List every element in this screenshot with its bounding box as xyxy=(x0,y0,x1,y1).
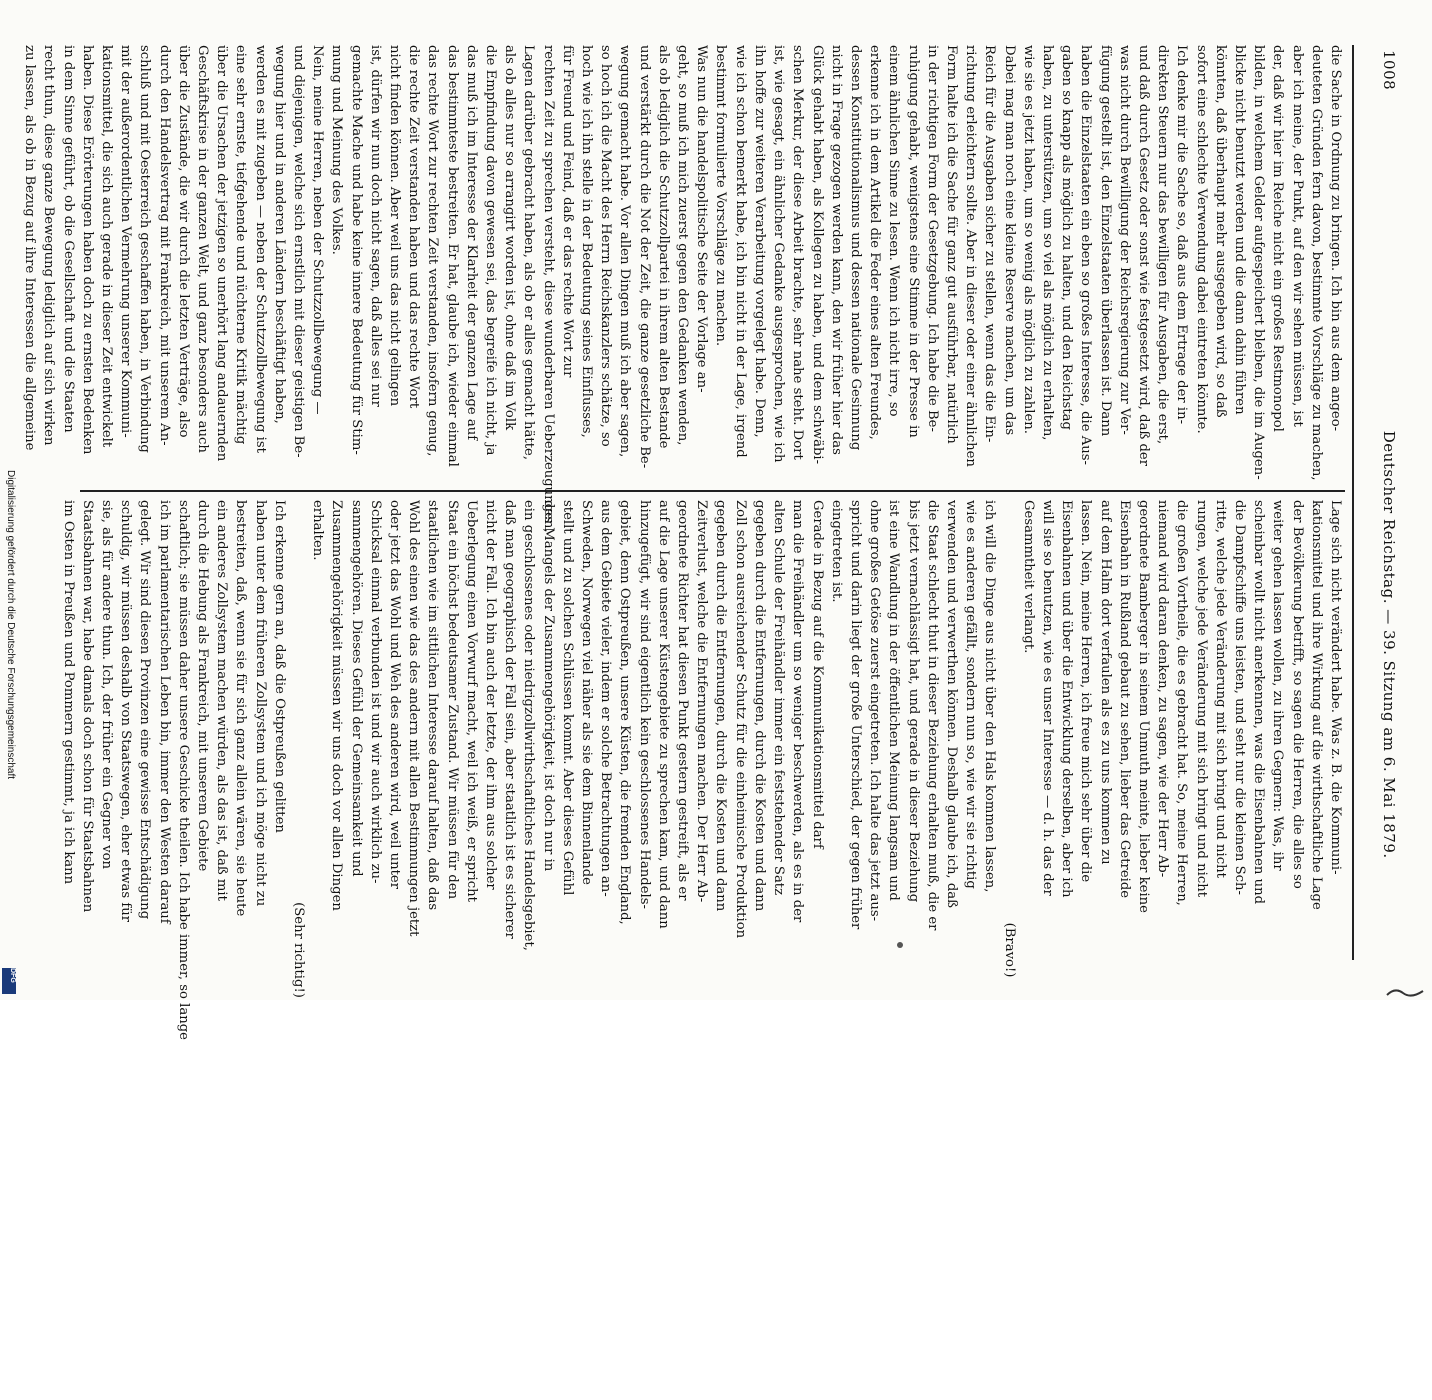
text-line: dessen Konstitutionalismus und dessen nationale Gesinnung xyxy=(847,45,863,451)
text-line: spricht und darin liegt der große Unterschied, der gegen früher xyxy=(847,500,863,930)
text-line: staatlichen wie im sittlichen Interesse darauf halten, daß das xyxy=(425,500,441,911)
text-line: gelegt. Wir sind diesen Provinzen eine gewisse Entschädigung xyxy=(137,500,153,920)
text-line: Eisenbahnen und über die Entwicklung derselben, aber ich xyxy=(1059,500,1075,898)
text-line: der Bevölkerung betrifft, so sagen die Herren, die alles so xyxy=(1289,500,1305,889)
text-line: Glück gehabt haben, als Kollegen zu haben, und dem schwäbi- xyxy=(809,45,825,465)
text-line: daß man geographisch der Fall sein, aber staatlich ist es sicherer xyxy=(502,500,518,939)
text-line: hoch wie ich ihn stelle in der Bedeutung seines Einflusses, xyxy=(579,45,595,438)
text-line: bis jetzt vernachlässigt hat, und gerade in dieser Beziehung xyxy=(905,500,921,903)
text-line: gebiet, denn Ostpreußen, unsere Küsten, die fremden England, xyxy=(617,500,633,925)
text-line: niemand wird daran denken, zu sagen, wie der Herr Ab- xyxy=(1155,500,1171,878)
text-line: werden es mit zugeben — neben der Schutzzollbewegung ist xyxy=(252,45,268,453)
text-line: ruhigung gehabt, wenigstens eine Stimme in der Presse in xyxy=(905,45,921,438)
text-line: nicht finden können. Aber weil uns das nicht gelingen xyxy=(387,45,403,407)
text-line: haben unter dem früheren Zollsystem und ich möge nicht zu xyxy=(252,500,268,907)
text-line: die großen Vortheile, die es gebracht hat. So, meine Herren, xyxy=(1174,500,1190,906)
text-line: schaftlich; sie müssen daher unsere Geschicke theilen. Ich habe immer, so lange xyxy=(175,500,191,1040)
text-line: und daß durch Gesetz oder sonst wie festgesetzt wird, daß der xyxy=(1135,45,1151,467)
text-line: die Empfindung davon gewesen sei, das begreife ich nicht, ja xyxy=(483,45,499,456)
text-line: des Mangels der Zusammengehörigkeit, ist doch nur in xyxy=(540,500,556,872)
text-line: wegung gemacht habe. Vor allen Dingen muß ich aber sagen, xyxy=(617,45,633,458)
text-line: auf dem Halm dort verfaulen als es zu uns kommen zu xyxy=(1097,500,1113,865)
text-line: Staatsbahnen war, habe damals doch schon für Staatsbahnen xyxy=(79,500,95,913)
text-line: fügung gestellt ist, den Einzelstaaten überlassen ist. Dann xyxy=(1097,45,1113,437)
text-line: stellt und zu solchen Schlüssen kommt. Aber dieses Gefühl xyxy=(559,500,575,896)
text-line: geordnete Bamberger in seinem Unmuth meinte, lieber keine xyxy=(1135,500,1151,913)
text-line: über die Ursachen der jetzigen so unerhört lang andauernden xyxy=(214,45,230,462)
text-line: sammengehören. Dieses Gefühl der Gemeinsamkeit und xyxy=(348,500,364,877)
text-line: ist eine Wandlung in der öffentlichen Meinung langsam und xyxy=(886,500,902,901)
page-number: 1008 xyxy=(1380,50,1398,91)
text-line: schluß und mit Oesterreich geschaffen haben, in Verbindung xyxy=(137,45,153,453)
text-line: im Osten in Preußen und Pommern gestimmt, ja ich kann xyxy=(60,500,76,885)
digitization-credit xyxy=(2,470,18,990)
text-line: das rechte Wort zur rechten Zeit verstanden, insofern genug, xyxy=(425,45,441,457)
text-line: ich will die Dinge aus nicht über den Hals kommen lassen, xyxy=(982,500,998,893)
text-line: Eisenbahn in Rußland gebaut zu sehen, lieber das Getreide xyxy=(1116,500,1132,899)
text-line: sofort eine schlechte Verwendung dabei eintreten könnte. xyxy=(1193,45,1209,434)
text-line: scheinbar wollt nicht anerkennen, was die Eisenbahnen und xyxy=(1251,500,1267,905)
text-line: Schicksal einmal verbunden ist und wir auch wirklich zu- xyxy=(367,500,383,884)
text-line: richtung erleichtern sollte. Aber in dieser oder einer ähnlichen xyxy=(963,45,979,467)
text-line: bestreiten, daß, wenn sie für sich ganz allein wären, sie heute xyxy=(233,500,249,917)
text-line: als ob alles nur so arrangirt worden ist, ohne daß im Volk xyxy=(502,45,518,431)
text-line: gemachte Mache und habe keine innere Bedeutung für Stim- xyxy=(348,45,364,455)
text-line: Zoll schon ausreichender Schutz für die einheimische Produktion xyxy=(732,500,748,939)
text-line: lassen. Nein, meine Herren, ich freue mich sehr über die xyxy=(1078,500,1094,883)
text-line: das bestimmteste bestreiten. Er hat, glaube ich, wieder einmal xyxy=(444,45,460,467)
text-line: verwenden und verwerthen können. Deshalb glaube ich, daß xyxy=(943,500,959,908)
text-line: wegung hier und in anderen Ländern beschäftigt haben, xyxy=(271,45,287,424)
left-text-column xyxy=(22,45,1345,533)
text-line: Nein, meine Herren, neben der Schutzzollbewegung — xyxy=(310,45,326,415)
text-line: zu lassen, als ob in Bezug auf ihre Interessen die allgemeine xyxy=(22,45,38,451)
text-line: recht thun, diese ganze Bewegung lediglich auf sich wirken xyxy=(41,45,57,446)
text-line: rechten Zeit zu sprechen versteht, diese wunderbaren Ueberzeugungen, xyxy=(540,45,556,533)
text-line: kationsmittel und ihre Wirkung auf die wirthschaftliche Lage xyxy=(1308,500,1324,910)
text-line: Ich denke mir die Sache so, daß aus dem Ertrage der in- xyxy=(1174,45,1190,425)
text-line: so hoch ich die Macht des Herrn Reichskanzlers schätze, so xyxy=(598,45,614,447)
text-line: deuteten Gründen fern davon, bestimmte Vorschläge zu machen, xyxy=(1308,45,1324,481)
text-line: Ich erkenne gern an, daß die Ostpreußen gelitten xyxy=(271,500,287,833)
text-line: haben, zu unterstützen, um so viel als möglich zu erhalten, xyxy=(1039,45,1055,441)
text-line: auf die Lage unserer Küstengebiete zu sprechen kam, und dann xyxy=(655,500,671,929)
text-line: ist, wie gesagt, ein ähnlicher Gedanke ausgesprochen, wie ich xyxy=(771,45,787,463)
text-line: und diejenigen, welche sich ernstlich mit dieser geistigen Be- xyxy=(291,45,307,458)
text-line: schuldig, wir müssen deshalb von Staatswegen, eher etwas für xyxy=(118,500,134,922)
text-line: ritte, welche jede Veränderung mit sich bringt und nicht xyxy=(1212,500,1228,878)
text-line: die rechte Zeit verstanden haben und das rechte Wort xyxy=(406,45,422,409)
text-line: weiter gehen lassen wollen, zu ihren Gegnern: Was, ihr xyxy=(1270,500,1286,871)
text-line: das muß ich im Interesse der Klarheit der ganzen Lage auf xyxy=(463,45,479,441)
scan-dot xyxy=(895,940,905,950)
text-line: Gerade in Bezug auf die Kommunikationsmittel darf xyxy=(809,500,825,849)
text-line: oder jetzt das Wohl und Weh des anderen wird, weil unter xyxy=(387,500,403,890)
text-line: Schweden, Norwegen viel näher als sie dem Binnenlande xyxy=(579,500,595,885)
text-line: durch die Hebung als Frankreich, mit unserem Gebiete xyxy=(195,500,211,872)
text-line: Gesammtheit verlangt. xyxy=(1020,500,1036,654)
text-line: (Bravo!) xyxy=(1001,922,1017,978)
text-line: die Sache in Ordnung zu bringen. Ich bin aus dem angeo- xyxy=(1328,45,1343,432)
text-line: ein geschlossenes oder niedrigzollwirthschaftliches Handelsgebiet, xyxy=(521,500,537,951)
text-line: wie ich schon bemerkt habe, ich bin nicht in der Lage, irgend xyxy=(732,45,748,458)
text-line: Reich für die Ausgaben sicher zu stellen, wenn das die Ein- xyxy=(982,45,998,443)
text-line: aber ich meine, der Punkt, auf den wir sehen müssen, ist xyxy=(1289,45,1305,427)
text-line: was nicht durch Bewilligung der Reichsregierung zur Ver- xyxy=(1116,45,1132,435)
text-line: Geschäftskrise in der ganzen Welt, und ganz besonders auch xyxy=(195,45,211,453)
text-line: alten Schule der Freihändler immer ein feststehender Satz xyxy=(771,500,787,896)
text-line: gegeben durch die Entfernungen, durch die Kosten und dann xyxy=(751,500,767,912)
text-line: Wohl des einen wie das des andern mit allen Bestimmungen jetzt xyxy=(406,500,422,937)
text-line: kationsmittel, die sich auch gerade in dieser Zeit entwickelt xyxy=(99,45,114,448)
text-line: bilden, in welchem Gelder aufgespeichert bleiben, die im Augen- xyxy=(1251,45,1267,480)
text-line: in dem Sinne geführt, ob die Gesellschaft und die Staaten xyxy=(60,45,76,433)
text-line: und verstärkt durch die Not der Zeit, die ganze gesetzliche Be- xyxy=(636,45,652,469)
header-rule xyxy=(1352,45,1354,960)
text-line: eine sehr ernste, tiefgehende und nüchterne Kritik mächtig xyxy=(233,45,249,445)
text-line: bestimmt formulierte Vorschläge zu machen. xyxy=(713,45,729,347)
text-line: will sie so benutzen, wie es unser Interesse — d. h. das der xyxy=(1039,500,1055,896)
text-line: Lage sich nicht verändert habe. Was z. B. die Kommuni- xyxy=(1328,500,1343,875)
text-line: ich im parlamentarischen Leben bin, immer den Westen darauf xyxy=(156,500,172,924)
text-line: die Staat schlecht thut in dieser Beziehung erhalten muß, die er xyxy=(924,500,940,931)
text-line: erhalten. xyxy=(310,500,326,561)
text-line: rungen, welche jede Veränderung mit sich bringt und nicht xyxy=(1193,500,1209,898)
text-line: Staat ein höchst bedeutsamer Zustand. Wir müssen für den xyxy=(444,500,460,900)
rotated-newspaper-page xyxy=(22,40,1400,1040)
text-line: in der richtigen Form der Gesetzgebung. Ich habe die Be- xyxy=(924,45,940,432)
text-line: wie es anderen gefällt, sondern nun so, wie wir sie richtig xyxy=(963,500,979,889)
text-line: für Freund und Feind, daß er das rechte Wort zur xyxy=(559,45,575,378)
text-line: ohne großes Getöse zuerst eingetreten. Ich halte das jetzt aus- xyxy=(867,500,883,922)
text-line: der, daß wir hier im Reiche nicht ein großes Restmonopol xyxy=(1270,45,1286,432)
text-line: ihn hoffe zur weiteren Verarbeitung vorgelegt habe. Denn, xyxy=(751,45,767,438)
text-line: blicke nicht benutzt werden und die dann dahin führen xyxy=(1231,45,1247,415)
text-line: hinzugefügt, wir sind eigentlich kein geschlossenes Handels- xyxy=(636,500,652,909)
text-line: Form halte ich die Sache für ganz gut ausführbar, natürlich xyxy=(943,45,959,444)
text-line: könnten, daß überhaupt mehr ausgegeben wird, so daß xyxy=(1212,45,1228,418)
scan-smudge xyxy=(1385,985,1425,999)
text-line: direkten Steuern nur das bewilligen für Ausgaben, die erst, xyxy=(1155,45,1171,445)
text-line: Lagen darüber gebracht haben, als ob er alles gemacht hätte, xyxy=(521,45,537,461)
text-line: (Sehr richtig!) xyxy=(291,902,307,998)
dfg-logo: DFG xyxy=(2,968,16,994)
text-line: die Dampfschiffe uns leisten, und seht nur die kleinen Sch- xyxy=(1231,500,1247,895)
text-line: ein anderes Zollsystem machen würden, als das ist, daß mit xyxy=(214,500,230,901)
text-line: als ob lediglich die Schutzzollpartei in ihrem alten Bestande xyxy=(655,45,671,449)
text-line: sie, als für andere thun. Ich, der früher ein Gegner von xyxy=(99,500,114,869)
text-line: schen Merkur, der diese Arbeit brachte, sehr nahe steht. Dort xyxy=(790,45,806,460)
text-line: Ueberlegung einen Vorwurf macht, weil ich weiß, er spricht xyxy=(463,500,479,902)
text-line: gegeben durch die Entfernungen, durch die Kosten und dann xyxy=(713,500,729,912)
text-line: man die Freihändler um so weniger beschwerden, als es in der xyxy=(790,500,806,923)
text-line: ist, dürfen wir nun doch nicht sagen, daß alles sei nur xyxy=(367,45,383,407)
text-line: nicht in Frage gezogen werden kann, den wir früher hier das xyxy=(828,45,844,455)
text-line: mit der außerordentlichen Vermehrung unserer Kommuni- xyxy=(118,45,134,438)
text-line: geordnete Richter hat diesen Punkt gestern gestreift, als er xyxy=(675,500,691,901)
text-line: erkenne ich in dem Artikel die Feder eines alten Freundes, xyxy=(867,45,883,440)
text-line: mung und Meinung des Volkes. xyxy=(329,45,345,255)
right-text-column xyxy=(60,500,1345,1040)
text-line: haben die Einzelstaaten ein eben so großes Interesse, die Aus- xyxy=(1078,45,1094,465)
text-line: haben. Diese Erörterungen haben doch zu ernsten Bedenken xyxy=(79,45,95,455)
text-line: nicht der Fall. Ich bin auch der letzte, der ihm aus solcher xyxy=(483,500,499,890)
page-title: Deutscher Reichstag. — 39. Sitzung am 6. Mai 1879. xyxy=(1380,430,1398,859)
page-header xyxy=(1378,50,1400,950)
text-line: Was nun die handelspolitische Seite der Vorlage an- xyxy=(694,45,710,393)
text-line: durch den Handelsvertrag mit Frankreich, mit unserem An- xyxy=(156,45,172,446)
text-line: Zusammengehörigkeit müssen wir uns doch vor allen Dingen xyxy=(329,500,345,911)
text-line: wie sie es jetzt haben, um so wenig als möglich zu zahlen. xyxy=(1020,45,1036,434)
credit-text: Digitalisierung gefördert durch die Deutsche Forschungsgemeinschaft xyxy=(5,470,16,780)
text-line: über die Zustände, die wir durch die letzten Verträge, also xyxy=(175,45,191,438)
text-line: einem ähnlichen Sinne zu lesen. Wenn ich nicht irre, so xyxy=(886,45,902,417)
text-line: Zeitverlust, welche die Entfernungen machen. Der Herr Ab- xyxy=(694,500,710,903)
text-line: eingetreten ist. xyxy=(828,500,844,603)
text-line: gaben so knapp als möglich zu halten, und den Reichstag xyxy=(1059,45,1075,430)
text-line: geht, so muß ich mich zuerst gegen den Gedanken wenden, xyxy=(675,45,691,446)
text-line: Dabei mag man noch eine kleine Reserve machen, um das xyxy=(1001,45,1017,436)
text-line: aus dem Gebiete vieler, indem er solche Betrachtungen an- xyxy=(598,500,614,897)
